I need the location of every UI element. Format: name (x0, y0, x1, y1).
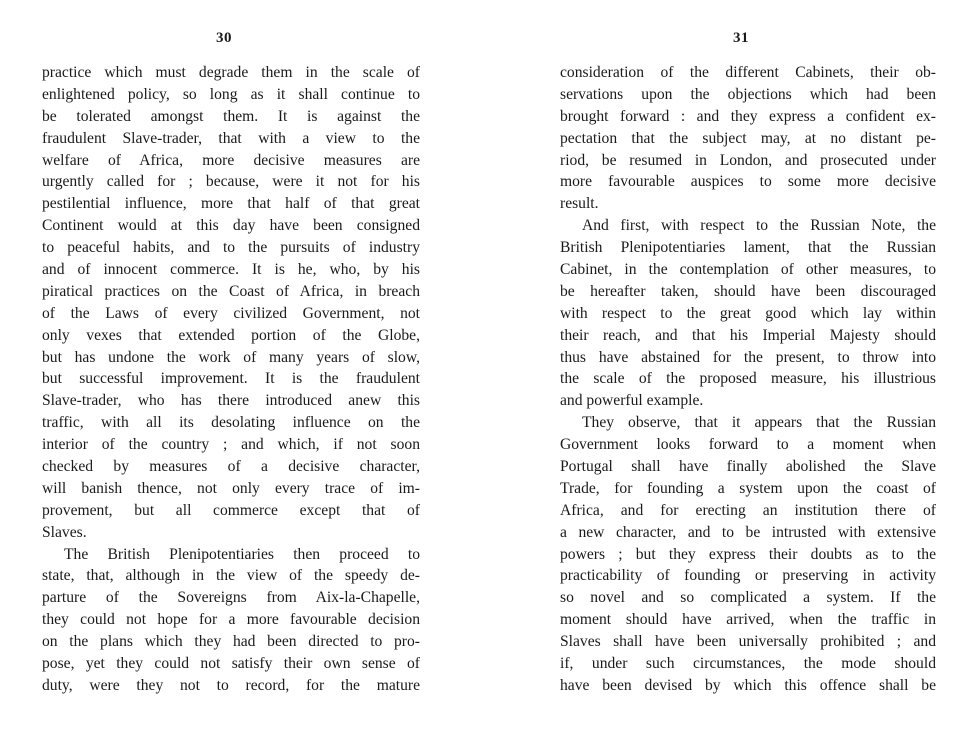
text-line: brought forward : and they express a confident ex- (560, 107, 936, 125)
text-line: so novel and so complicated a system. If the (560, 589, 936, 607)
text-line: and powerful example. (560, 392, 704, 410)
text-line: pose, yet they could not satisfy their own sense of (42, 655, 420, 673)
page-number-right: 31 (733, 30, 749, 46)
text-line: thus have abstained for the present, to throw into (560, 348, 936, 366)
text-line: Slave-trader, who has there introduced anew this (42, 392, 420, 410)
text-line: urgently called for ; because, were it not for his (42, 173, 420, 191)
left-page-text (42, 62, 420, 697)
text-line: enlightened policy, so long as it shall continue to (42, 85, 420, 103)
text-line: more favourable auspices to some more decisive (560, 173, 936, 191)
text-line: provement, but all commerce except that of (42, 501, 420, 519)
text-line: Continent would at this day have been consigned (42, 217, 420, 235)
text-line: of the Laws of every civilized Government, not (42, 304, 420, 322)
paragraph-start-line: They observe, that it appears that the Russian (582, 414, 936, 432)
text-line: their reach, and that his Imperial Majesty should (560, 326, 936, 344)
text-line: result. (560, 195, 599, 213)
text-line: moment should have arrived, when the traffic in (560, 611, 936, 629)
text-line: state, that, although in the view of the speedy de- (42, 567, 420, 585)
text-line: if, under such circumstances, the mode should (560, 655, 936, 673)
text-line: pectation that the subject may, at no distant pe- (560, 129, 936, 147)
text-line: a new character, and to be intrusted with extensive (560, 523, 936, 541)
text-line: powers ; but they express their doubts as to the (560, 545, 936, 563)
page-number-left: 30 (216, 30, 232, 46)
text-line: be hereafter taken, should have been discouraged (560, 282, 936, 300)
text-line: Cabinet, in the contemplation of other measures, to (560, 261, 936, 279)
text-line: but has undone the work of many years of slow, (42, 348, 420, 366)
text-line: fraudulent Slave-trader, that with a view to the (42, 129, 420, 147)
text-line: practice which must degrade them in the scale of (42, 64, 420, 81)
text-line: be tolerated amongst them. It is against the (42, 107, 420, 125)
text-line: only vexes that extended portion of the Globe, (42, 326, 420, 344)
paragraph-start-line: And first, with respect to the Russian Note, the (582, 217, 936, 235)
text-line: practicability of founding or preserving in activity (560, 567, 936, 585)
text-line: servations upon the objections which had been (560, 85, 936, 103)
text-line: but successful improvement. It is the fraudulent (42, 370, 420, 388)
text-line: Slaves shall have been universally prohibited ; and (560, 633, 936, 651)
text-line: on the plans which they had been directed to pro- (42, 633, 420, 651)
paragraph-start-line: The British Plenipotentiaries then proceed to (64, 545, 420, 563)
text-line: will banish thence, not only every trace of im- (42, 479, 420, 497)
text-line: checked by measures of a decisive character, (42, 458, 420, 476)
text-line: Slaves. (42, 523, 87, 541)
right-page-text (560, 62, 936, 697)
text-line: and of innocent commerce. It is he, who, by his (42, 261, 420, 279)
text-line: duty, were they not to record, for the mature (42, 676, 420, 694)
text-line: British Plenipotentiaries lament, that the Russian (560, 239, 936, 257)
text-line: consideration of the different Cabinets, their ob- (560, 64, 936, 81)
text-line: to peaceful habits, and to the pursuits of industry (42, 239, 420, 257)
text-line: pestilential influence, more that half of that great (42, 195, 420, 213)
text-line: Government looks forward to a moment when (560, 436, 936, 454)
text-line: parture of the Sovereigns from Aix-la-Chapelle, (42, 589, 420, 607)
text-line: riod, be resumed in London, and prosecuted under (560, 151, 936, 169)
text-line: Trade, for founding a system upon the coast of (560, 479, 936, 497)
text-line: Africa, and for erecting an institution there of (560, 501, 936, 519)
text-line: interior of the country ; and which, if not soon (42, 436, 420, 454)
text-line: with respect to the great good which lay within (560, 304, 936, 322)
text-line: they could not hope for a more favourable decision (42, 611, 420, 629)
text-line: Portugal shall have finally abolished the Slave (560, 458, 936, 476)
text-line: welfare of Africa, more decisive measures are (42, 151, 420, 169)
text-line: the scale of the proposed measure, his illustrious (560, 370, 936, 388)
text-line: have been devised by which this offence shall be (560, 676, 936, 694)
text-line: traffic, with all its desolating influence on the (42, 414, 420, 432)
right-page (490, 0, 980, 734)
text-line: piratical practices on the Coast of Africa, in breach (42, 282, 420, 300)
